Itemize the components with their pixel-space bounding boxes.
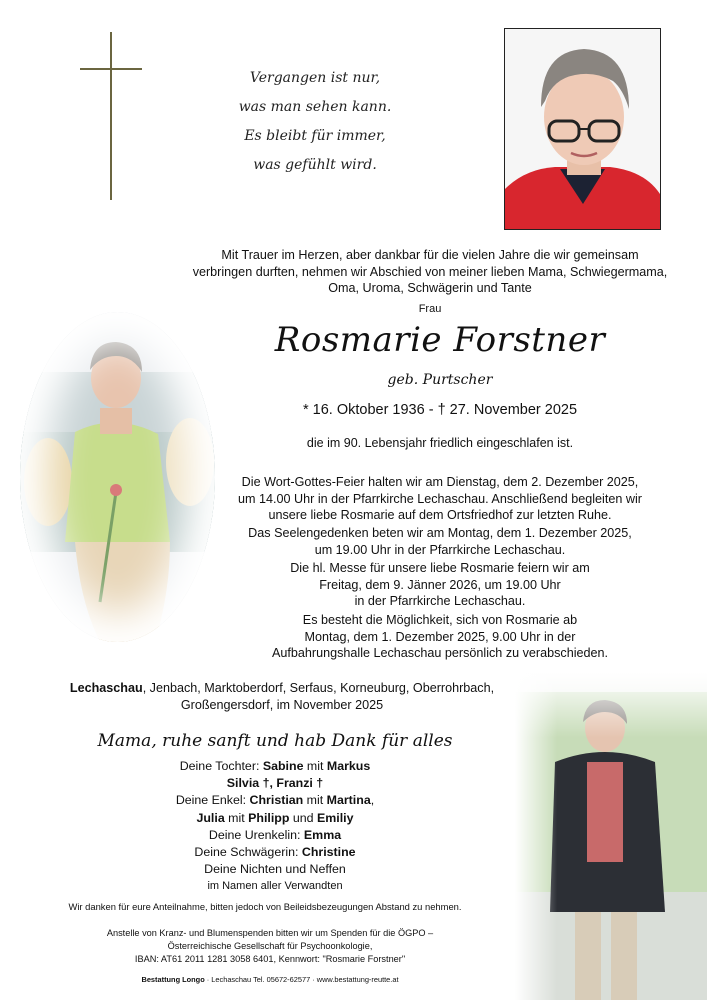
family-member: Philipp [248,810,290,825]
paragraph-line: unsere liebe Rosmarie auf dem Ortsfriedhof zur letzten Ruhe. [268,508,612,523]
donation-line: Österreichische Gesellschaft für Psychoonkologie, [167,941,373,951]
paragraph-line: in der Pfarrkirche Lechaschau. [354,594,526,609]
family-line [120,758,430,775]
poem [215,64,415,180]
connector: , [370,793,375,808]
family-line [120,792,430,809]
paragraph-line: Aufbahrungshalle Lechaschau persönlich zu verabschieden. [271,646,609,661]
family-line [120,775,430,792]
poem-line: was man sehen kann. [238,99,392,115]
places-rest: , Jenbach, Marktoberdorf, Serfaus, Korneuburg, Oberrohrbach, [142,681,495,695]
deceased-name: Rosmarie Forstner [274,320,606,360]
paragraph-line: um 14.00 Uhr in der Pfarrkirche Lechaschau. Anschließend begleiten wir [238,491,642,506]
footer-company: Bestattung Longo [141,975,205,984]
intro-line: Mit Trauer im Herzen, aber dankbar für die vielen Jahre die wir gemeinsam [221,248,639,262]
family-member: Martina [326,793,371,808]
donation-line: IBAN: AT61 2011 1281 3058 6401, Kennwort: "Rosmarie Forstner" [134,954,406,964]
life-dates: * 16. Oktober 1936 - † 27. November 2025 [302,402,578,418]
paragraph-line: Die Wort-Gottes-Feier halten wir am Dienstag, dem 2. Dezember 2025, [241,475,639,489]
paragraph-line: Montag, dem 1. Dezember 2025, 9.00 Uhr in der [304,629,576,644]
paragraph-line: um 19.00 Uhr in der Pfarrkirche Lechaschau. [314,542,566,557]
places-date [52,680,512,714]
family-member: Silvia †, Franzi † [226,776,324,791]
title-frau: Frau [418,303,442,315]
footer [60,975,480,984]
label: Deine Enkel: [175,793,250,808]
cross-icon-bar [80,68,142,70]
label: Deine Tochter: [179,759,263,773]
family-member: Markus [326,759,371,773]
memorial-paragraph [218,525,662,558]
connector: mit [303,759,327,773]
footer-contact: · Lechaschau Tel. 05672-62577 · www.bestattung-reutte.at [204,975,399,984]
age-text: die im 90. Lebensjahr friedlich eingeschlafen ist. [306,436,574,450]
family-line [120,844,430,861]
connector: und [289,810,317,825]
family-line [120,810,430,827]
paragraph-line: Es besteht die Möglichkeit, sich von Rosmarie ab [302,613,578,627]
family-member: Christine [301,845,356,860]
intro-text [180,247,680,297]
connector: mit [303,793,327,808]
family-member: Emma [303,827,342,842]
family-line: im Namen aller Verwandten [207,880,343,893]
family-line: Deine Nichten und Neffen [204,862,346,877]
rest-in-peace-text: Mama, ruhe sanft und hab Dank für alles [97,731,453,751]
family-member: Julia [196,810,225,825]
viewing-paragraph [218,612,662,662]
paragraph-line: Freitag, dem 9. Jänner 2026, um 19.00 Uhr [319,577,561,592]
birth-name: geb. Purtscher [387,372,493,388]
connector: mit [224,810,249,825]
label: Deine Urenkelin: [208,827,304,842]
mass-paragraph [218,560,662,610]
donation-line: Anstelle von Kranz- und Blumenspenden bitten wir um Spenden für die ÖGPO – [106,928,434,938]
paragraph-line: Das Seelengedenken beten wir am Montag, dem 1. Dezember 2025, [248,526,632,540]
poem-line: Es bleibt für immer, [244,128,386,144]
label: Deine Schwägerin: [194,845,302,860]
places-line [52,680,512,697]
family-line [120,827,430,844]
oval-sitting-photo [20,312,215,642]
family-member: Sabine [262,759,304,773]
paragraph-line: Die hl. Messe für unsere liebe Rosmarie feiern wir am [290,561,590,575]
family-member: Christian [249,793,304,808]
places-line: Großengersdorf, im November 2025 [180,698,384,712]
poem-line: Vergangen ist nur, [249,70,381,86]
family-list [120,758,430,896]
family-member: Emiliy [317,810,354,825]
standing-photo [515,672,707,1000]
thanks-text: Wir danken für eure Anteilnahme, bitten jedoch von Beileidsbezeugungen Abstand zu nehmen. [68,901,462,912]
poem-line: was gefühlt wird. [253,157,377,173]
funeral-paragraph [218,474,662,524]
portrait-photo [504,28,661,230]
intro-line: Oma, Uroma, Schwägerin und Tante [328,281,532,295]
intro-line: verbringen durften, nehmen wir Abschied von meiner lieben Mama, Schwiegermama, [192,264,668,279]
place-main: Lechaschau [69,681,143,695]
donation-text [60,927,480,966]
cross-icon [110,32,112,200]
